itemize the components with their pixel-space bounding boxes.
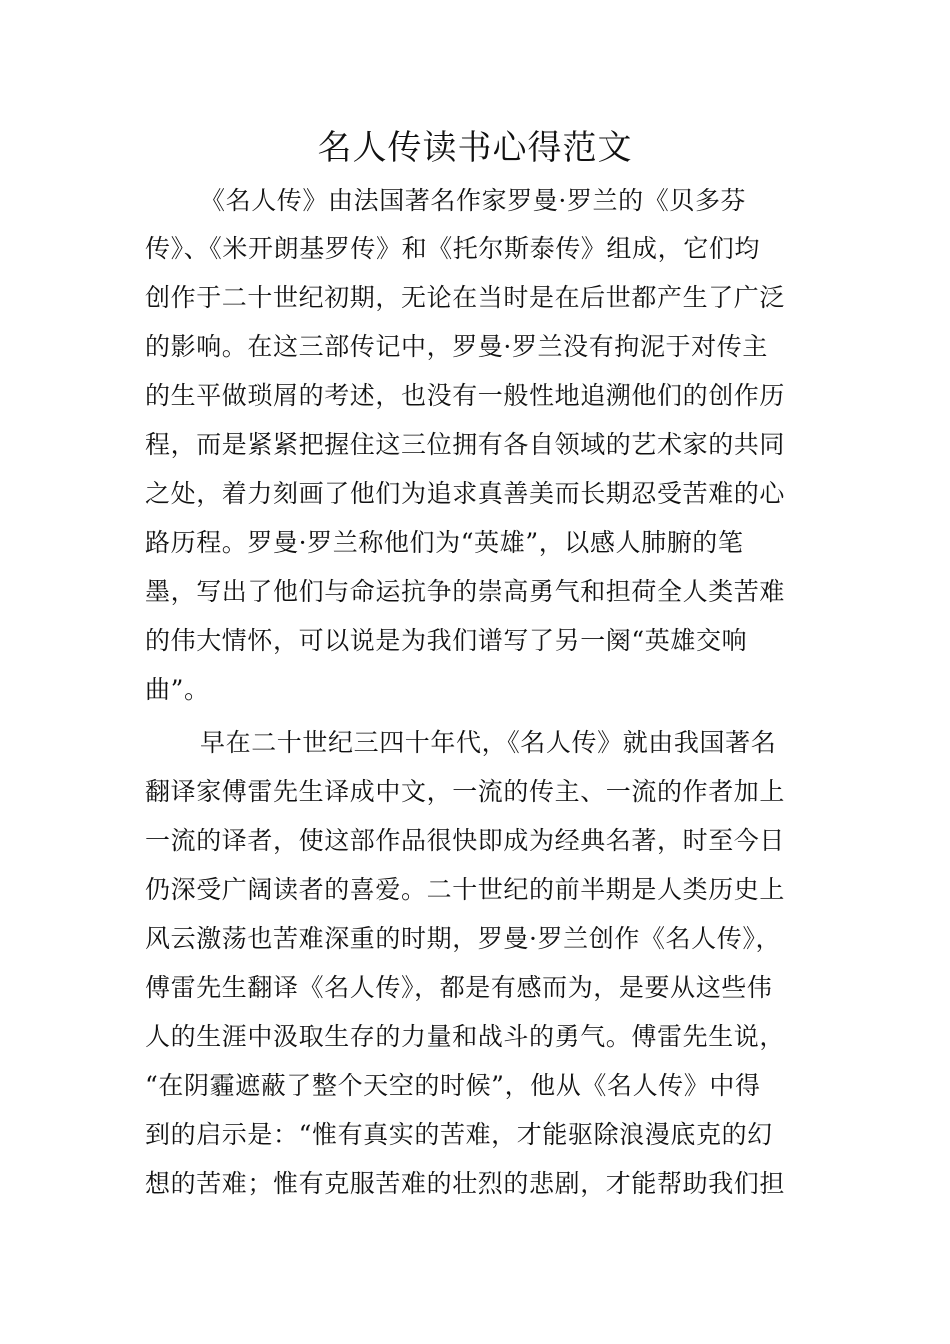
paragraph-line: 的伟大情怀，可以说是为我们谱写了另一阕“英雄交响 (145, 626, 748, 655)
paragraph-line: 墨，写出了他们与命运抗争的崇高勇气和担荷全人类苦难 (145, 577, 786, 606)
paragraph-line: 传》、《米开朗基罗传》和《托尔斯泰传》组成，它们均 (145, 234, 761, 263)
paragraph-line: 之处，着力刻画了他们为追求真善美而长期忍受苦难的心 (145, 479, 786, 508)
document-title: 名人传读书心得范文 (317, 128, 633, 168)
paragraph-line: 人的生涯中汲取生存的力量和战斗的勇气。傅雷先生说， (145, 1022, 786, 1051)
paragraph-line: 《名人传》由法国著名作家罗曼·罗兰的《贝多芬 (200, 186, 747, 215)
paragraph-line: 想的苦难；惟有克服苦难的壮烈的悲剧，才能帮助我们担 (145, 1169, 786, 1198)
paragraph-line: 翻译家傅雷先生译成中文，一流的传主、一流的作者加上 (145, 777, 786, 806)
paragraph-line: 到的启示是：“惟有真实的苦难，才能驱除浪漫底克的幻 (145, 1120, 773, 1149)
paragraph-line: 路历程。罗曼·罗兰称他们为“英雄”，以感人肺腑的笔 (145, 528, 744, 557)
paragraph-line: 仍深受广阔读者的喜爱。二十世纪的前半期是人类历史上 (145, 875, 786, 904)
paragraph-line: 程，而是紧紧把握住这三位拥有各自领域的艺术家的共同 (145, 430, 786, 459)
paragraph-line: 曲”。 (145, 675, 210, 704)
paragraph-line: 一流的译者，使这部作品很快即成为经典名著，时至今日 (145, 826, 786, 855)
paragraph-line: 风云激荡也苦难深重的时期，罗曼·罗兰创作《名人传》， (145, 924, 782, 953)
paragraph-line: 傅雷先生翻译《名人传》，都是有感而为，是要从这些伟 (145, 973, 773, 1002)
paragraph-line: 早在二十世纪三四十年代，《名人传》就由我国著名 (200, 728, 777, 757)
paragraph-line: 创作于二十世纪初期，无论在当时是在后世都产生了广泛 (145, 283, 786, 312)
paragraph-line: 的生平做琐屑的考述，也没有一般性地追溯他们的创作历 (145, 381, 786, 410)
paragraph-line: 的影响。在这三部传记中，罗曼·罗兰没有拘泥于对传主 (145, 332, 768, 361)
paragraph-line: “在阴霾遮蔽了整个天空的时候”，他从《名人传》中得 (145, 1071, 761, 1100)
